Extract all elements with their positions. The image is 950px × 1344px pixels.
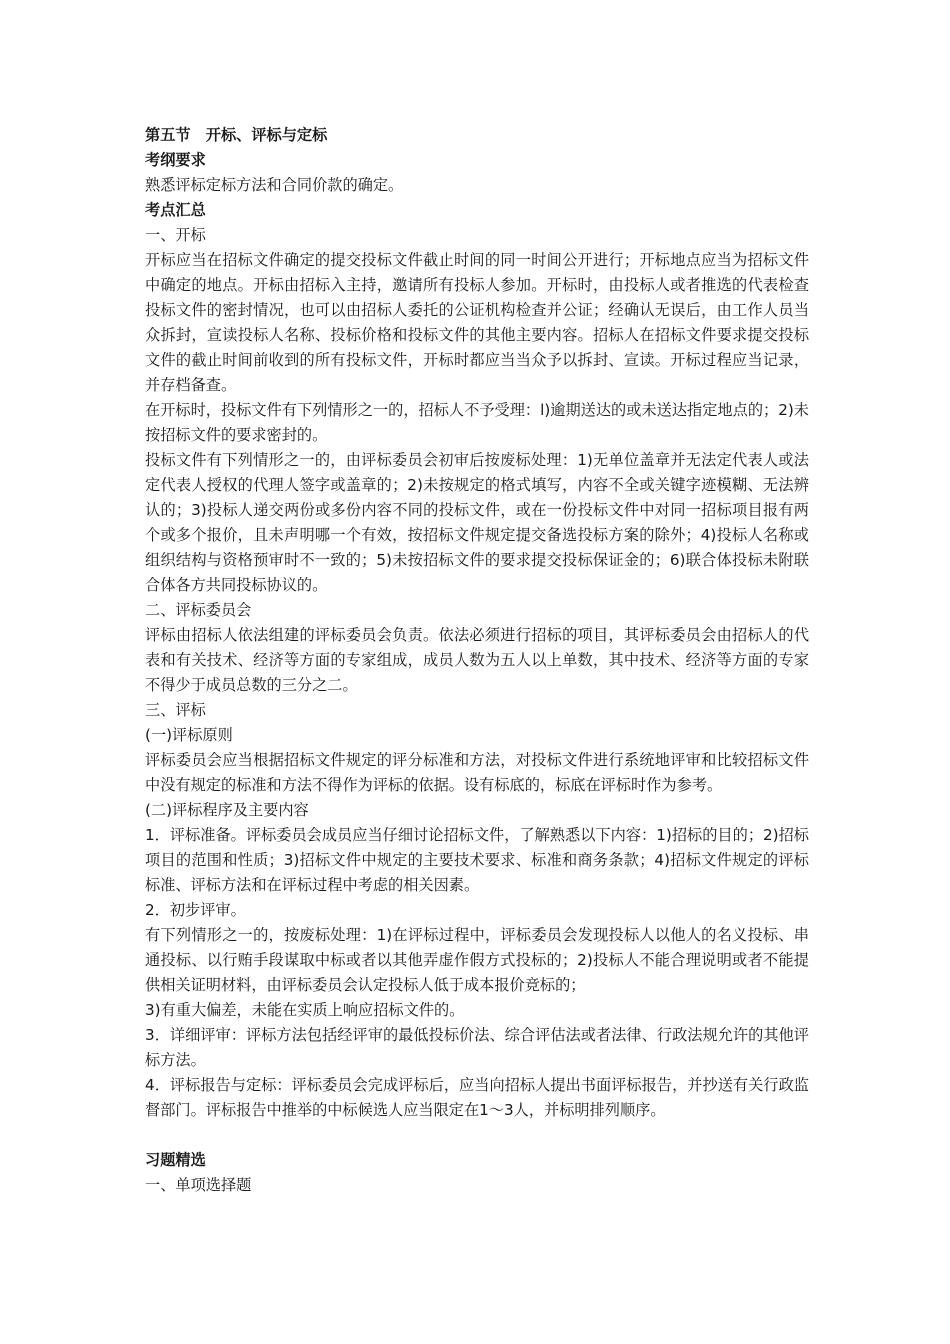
exercises-heading: 习题精选 (145, 1151, 206, 1169)
opening-heading: 一、开标 (145, 226, 206, 244)
section-title: 第五节 开标、评标与定标 (145, 126, 328, 144)
evaluation-heading: 三、评标 (145, 701, 206, 719)
step-2-text-continued: 3)有重大偏差，未能在实质上响应招标文件的。 (145, 1001, 465, 1019)
step-4-report: 4．评标报告与定标：评标委员会完成评标后，应当向招标人提出书面评标报告，并抄送有关行政监督部门。评标报告中推举的中标候选人应当限定在1～3人，并标明排列顺序。 (145, 1076, 809, 1119)
document-page (145, 123, 809, 1198)
committee-heading: 二、评标委员会 (145, 601, 252, 619)
exercises-sub-heading: 一、单项选择题 (145, 1176, 252, 1194)
procedure-heading: (二)评标程序及主要内容 (145, 801, 309, 819)
step-2-heading: 2．初步评审。 (145, 901, 246, 919)
step-2-text: 有下列情形之一的，按废标处理：1)在评标过程中，评标委员会发现投标人以他人的名义投标、串通投标、以行贿手段谋取中标或者以其他弄虚作假方式投标的；2)投标人不能合理说明或者不能提供相关证明材料，由评标委员会认定投标人低于成本报价竞标的； (145, 926, 809, 994)
step-1-preparation: 1．评标准备。评标委员会成员应当仔细讨论招标文件，了解熟悉以下内容：1)招标的目的；2)招标项目的范围和性质；3)招标文件中规定的主要技术要求、标准和商务条款；4)招标文件规定的评标标准、评标方法和在评标过程中考虑的相关因素。 (145, 826, 809, 894)
opening-paragraph-3: 投标文件有下列情形之一的，由评标委员会初审后按废标处理：1)无单位盖章并无法定代表人或法定代表人授权的代理人签字或盖章的；2)未按规定的格式填写，内容不全或关键字迹模糊、无法辨认的；3)投标人递交两份或多份内容不同的投标文件，或在一份投标文件中对同一招标项目报有两个或多个报价，且未声明哪一个有效，按招标文件规定提交备选投标方案的除外；4)投标人名称或组织结构与资格预审时不一致的；5)未按招标文件的要求提交投标保证金的；6)联合体投标未附联合体各方共同投标协议的。 (145, 451, 809, 594)
syllabus-text: 熟悉评标定标方法和合同价款的确定。 (145, 176, 404, 194)
blank-line (145, 1123, 809, 1148)
opening-paragraph-2: 在开标时，投标文件有下列情形之一的，招标人不予受理：l)逾期送达的或未送达指定地点的；2)未按招标文件的要求密封的。 (145, 401, 809, 444)
opening-paragraph-1: 开标应当在招标文件确定的提交投标文件截止时间的同一时间公开进行；开标地点应当为招标文件中确定的地点。开标由招标入主持，邀请所有投标人参加。开标时，由投标人或者推选的代表检查投标文件的密封情况，也可以由招标人委托的公证机构检查并公证；经确认无误后，由工作人员当众拆封，宣读投标人名称、投标价格和投标文件的其他主要内容。招标人在招标文件要求提交投标文件的截止时间前收到的所有投标文件，开标时都应当当众予以拆封、宣读。开标过程应当记录，并存档备查。 (145, 251, 809, 394)
principle-text: 评标委员会应当根据招标文件规定的评分标准和方法，对投标文件进行系统地评审和比较招标文件中没有规定的标准和方法不得作为评标的依据。设有标底的，标底在评标时作为参考。 (145, 751, 809, 794)
step-3-detailed-review: 3．详细评审：评标方法包括经评审的最低投标价法、综合评估法或者法律、行政法规允许的其他评标方法。 (145, 1026, 809, 1069)
syllabus-heading: 考纲要求 (145, 151, 206, 169)
summary-heading: 考点汇总 (145, 201, 206, 219)
principle-heading: (一)评标原则 (145, 726, 233, 744)
committee-paragraph: 评标由招标人依法组建的评标委员会负责。依法必须进行招标的项目，其评标委员会由招标人的代表和有关技术、经济等方面的专家组成，成员人数为五人以上单数，其中技术、经济等方面的专家不得少于成员总数的三分之二。 (145, 626, 809, 694)
